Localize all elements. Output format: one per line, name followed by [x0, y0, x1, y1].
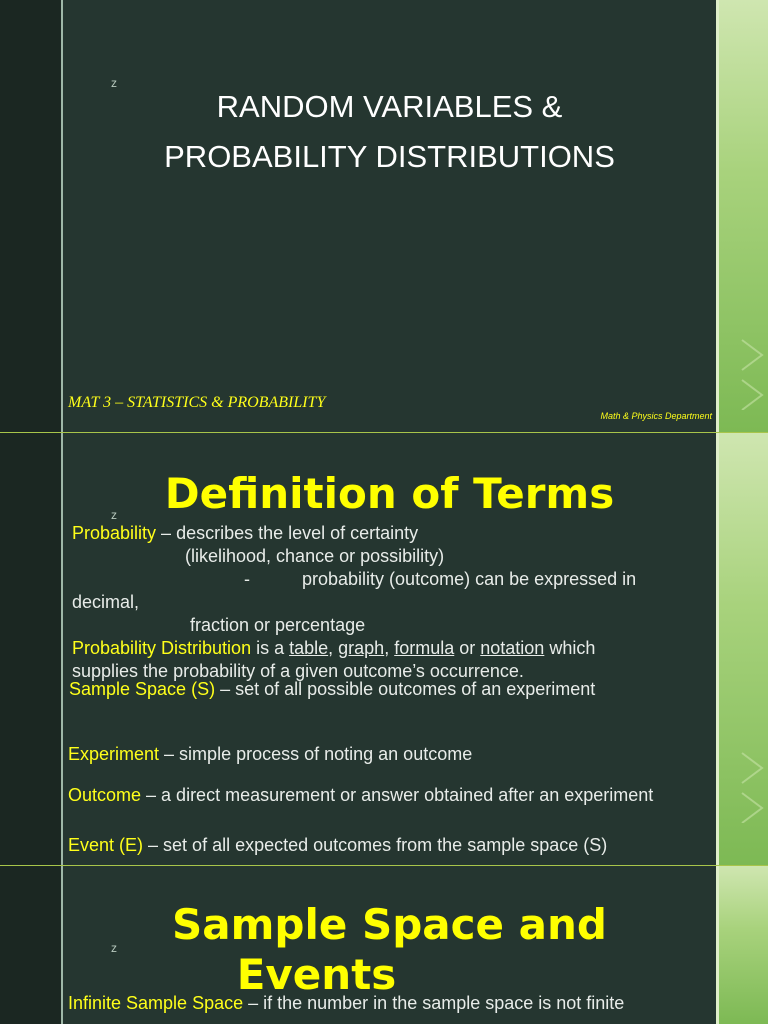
probability-def-line1: describes the level of certainty [176, 523, 419, 543]
title-slide [0, 0, 768, 432]
chevron-decoration-icon [722, 733, 768, 823]
bullet-dash: - [244, 569, 250, 589]
distribution-def-line2: supplies the probability of a given outcome’s occurrence. [72, 661, 524, 681]
department-label: Math & Physics Department [600, 411, 712, 421]
distribution-definition: Probability Distribution is a table, graph, formula or notation which [72, 638, 596, 658]
slide-marker: z [111, 941, 117, 955]
term-infinite-sample-space: Infinite Sample Space [68, 993, 244, 1013]
term-probability: Probability [72, 523, 157, 543]
slide-title-line2: PROBABILITY DISTRIBUTIONS [164, 139, 615, 174]
slide-heading-line1: Sample Space and [172, 900, 607, 949]
term-sample-space: Sample Space (S) [69, 679, 216, 699]
infinite-sample-space-definition: Infinite Sample Space – if the number in the sample space is not finite [68, 993, 625, 1013]
left-rule [61, 0, 63, 432]
link-formula: formula [394, 638, 455, 658]
left-band [0, 433, 61, 865]
sample-space-slide [0, 866, 768, 1024]
slide-heading-line2: Events [236, 950, 397, 999]
term-experiment: Experiment [68, 744, 160, 764]
term-event: Event (E) [68, 835, 144, 855]
slide-title-line1: RANDOM VARIABLES & [216, 89, 563, 124]
slide-marker: z [111, 76, 117, 90]
experiment-definition: Experiment – simple process of noting an outcome [68, 744, 473, 764]
term-outcome: Outcome [68, 785, 142, 805]
slide-marker: z [111, 508, 117, 522]
link-notation: notation [480, 638, 545, 658]
link-table: table [289, 638, 329, 658]
slide-heading: Definition of Terms [164, 469, 615, 518]
probability-def-line5: fraction or percentage [190, 615, 366, 635]
right-band [716, 866, 768, 1024]
probability-definition: Probability – describes the level of certainty [72, 523, 419, 543]
sample-space-definition: Sample Space (S) – set of all possible outcomes of an experiment [69, 679, 596, 699]
probability-def-line3: probability (outcome) can be expressed in [302, 569, 637, 589]
course-subtitle: MAT 3 – STATISTICS & PROBABILITY [68, 394, 326, 411]
term-probability-distribution: Probability Distribution [72, 638, 252, 658]
left-band [0, 866, 61, 1024]
chevron-decoration-icon [722, 320, 768, 410]
probability-def-line2: (likelihood, chance or possibility) [185, 546, 445, 566]
event-definition: Event (E) – set of all expected outcomes from the sample space (S) [68, 835, 608, 855]
outcome-definition: Outcome – a direct measurement or answer obtained after an experiment [68, 785, 654, 805]
definitions-slide [0, 433, 768, 865]
link-graph: graph [338, 638, 385, 658]
probability-def-line4: decimal, [72, 592, 140, 612]
left-band [0, 0, 61, 432]
